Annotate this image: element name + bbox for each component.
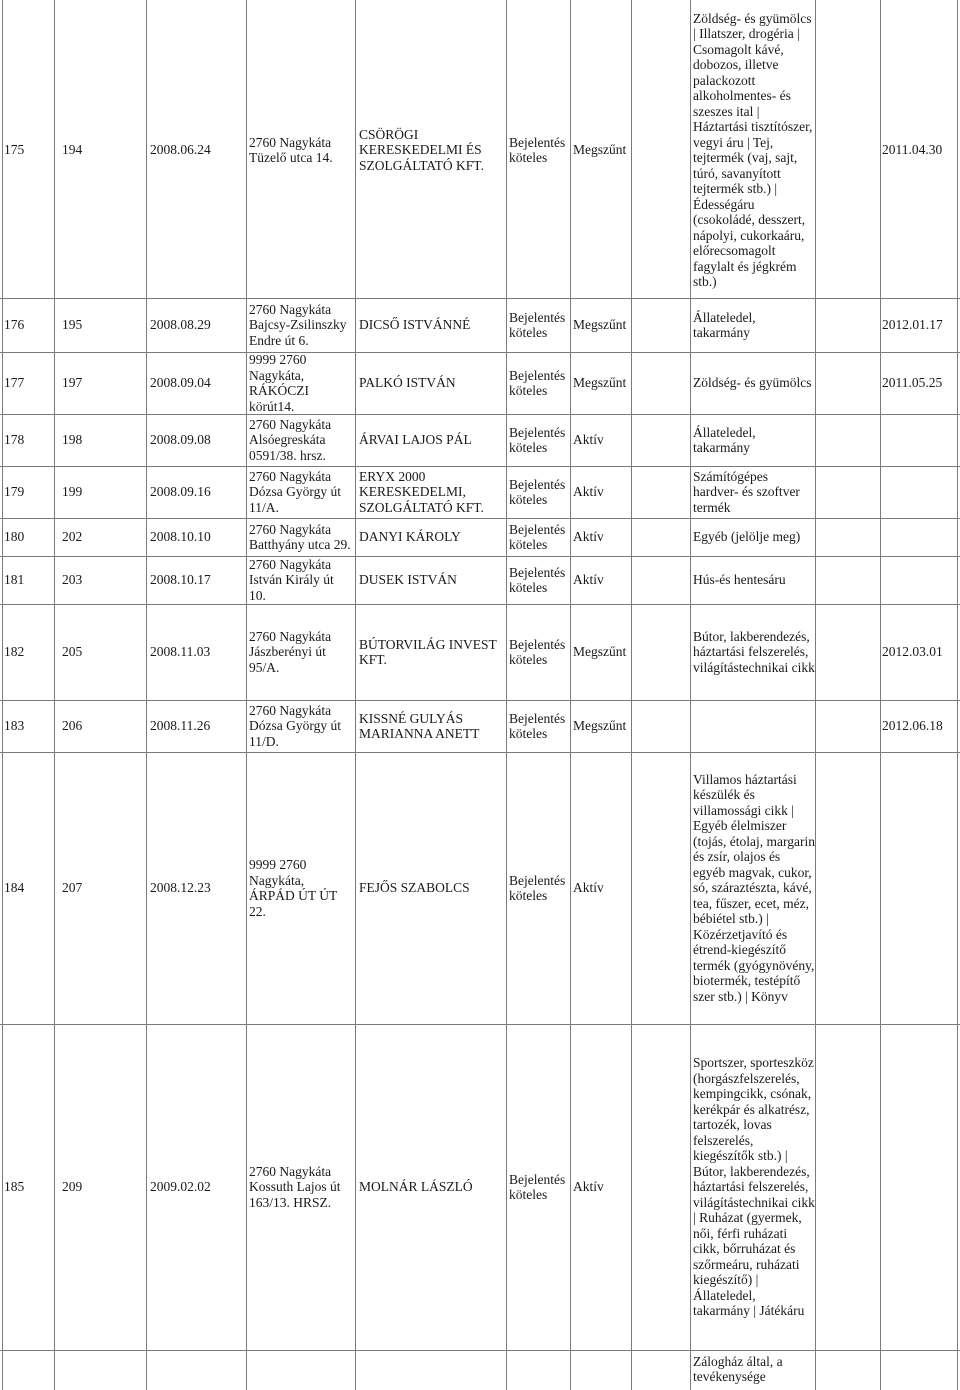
operator-name: FEJŐS SZABOLCS bbox=[359, 880, 470, 896]
address: 2760 Nagykáta Jászberényi út 95/A. bbox=[249, 628, 332, 675]
status: Megszűnt bbox=[573, 644, 627, 660]
row-number: 177 bbox=[4, 375, 25, 391]
obligation: Bejelentés köteles bbox=[509, 1171, 566, 1202]
registration-date: 2008.10.10 bbox=[150, 529, 211, 545]
product-categories: Zálogház által, a tevékenysége bbox=[693, 1353, 783, 1384]
registry-id: 199 bbox=[62, 484, 83, 500]
end-date bbox=[882, 752, 958, 1024]
operator-name: BÚTORVILÁG INVEST KFT. bbox=[359, 636, 497, 667]
row-number: 183 bbox=[4, 718, 25, 734]
end-date bbox=[882, 1024, 958, 1350]
status: Aktív bbox=[573, 484, 604, 500]
obligation: Bejelentés köteles bbox=[509, 636, 566, 667]
address: 2760 Nagykáta Alsóegreskáta 0591/38. hrsz. bbox=[249, 416, 332, 463]
end-date bbox=[882, 556, 958, 604]
operator-name: PALKÓ ISTVÁN bbox=[359, 375, 456, 391]
operator-name: KISSNÉ GULYÁS MARIANNA ANETT bbox=[359, 710, 480, 741]
registration-date: 2008.08.29 bbox=[150, 317, 211, 333]
end-date: 2011.04.30 bbox=[882, 142, 943, 158]
product-categories bbox=[693, 700, 815, 752]
product-categories: Egyéb (jelölje meg) bbox=[693, 529, 801, 545]
registration-date: 2009.02.02 bbox=[150, 1179, 211, 1195]
row-number: 181 bbox=[4, 572, 25, 588]
status: Megszűnt bbox=[573, 375, 627, 391]
product-categories: Villamos háztartási készülék és villamossági cikk | Egyéb élelmiszer (tojás, étolaj, margarin és zsír, olajos és egyéb magvak, cukor, só, száraztészta, kávé, tea, fűszer, ecet, méz, bébiétel stb.) | Közérzetjavító és étrend-kiegészítő termék (gyógynövény, biotermék, testépítő szer stb.) | Könyv bbox=[693, 771, 815, 1004]
end-date bbox=[882, 466, 958, 518]
column-divider bbox=[146, 0, 147, 1390]
end-date: 2012.03.01 bbox=[882, 644, 943, 660]
obligation: Bejelentés köteles bbox=[509, 134, 566, 165]
registry-id: 198 bbox=[62, 432, 83, 448]
product-categories: Sportszer, sporteszköz (horgászfelszerelés, kempingcikk, csónak, kerékpár és alkatrész, tartozék, lovas felszerelés, kiegészítők stb.) | Bútor, lakberendezés, háztartási felszerelés, világítástechnikai cikk | Ruházat (gyermek, női, férfi ruházati cikk, bőrruházat és szőrmeáru, ruházati kiegészítő) | Állateledel, takarmány | Játékáru bbox=[693, 1055, 815, 1319]
operator-name: DANYI KÁROLY bbox=[359, 529, 461, 545]
registration-date: 2008.11.03 bbox=[150, 644, 211, 660]
row-number: 175 bbox=[4, 142, 25, 158]
status: Aktív bbox=[573, 432, 604, 448]
row-number: 184 bbox=[4, 880, 25, 896]
obligation: Bejelentés köteles bbox=[509, 424, 566, 455]
registry-id: 209 bbox=[62, 1179, 83, 1195]
column-divider bbox=[355, 0, 356, 1390]
row-number: 180 bbox=[4, 529, 25, 545]
address: 2760 Nagykáta Bajcsy-Zsilinszky Endre út 6. bbox=[249, 301, 347, 348]
registration-date: 2008.10.17 bbox=[150, 572, 211, 588]
obligation: Bejelentés köteles bbox=[509, 476, 566, 507]
operator-name: ÁRVAI LAJOS PÁL bbox=[359, 432, 472, 448]
end-date: 2012.06.18 bbox=[882, 718, 943, 734]
row-number: 185 bbox=[4, 1179, 25, 1195]
product-categories: Állateledel, takarmány bbox=[693, 309, 756, 340]
registration-date: 2008.09.08 bbox=[150, 432, 211, 448]
obligation: Bejelentés köteles bbox=[509, 710, 566, 741]
obligation: Bejelentés köteles bbox=[509, 309, 566, 340]
operator-name: CSÖRÖGI KERESKEDELMI ÉS SZOLGÁLTATÓ KFT. bbox=[359, 126, 484, 173]
row-number: 182 bbox=[4, 644, 25, 660]
end-date bbox=[882, 518, 958, 556]
obligation: Bejelentés köteles bbox=[509, 367, 566, 398]
registration-date: 2008.09.16 bbox=[150, 484, 211, 500]
end-date: 2012.01.17 bbox=[882, 317, 943, 333]
address: 2760 Nagykáta Kossuth Lajos út 163/13. HRSZ. bbox=[249, 1163, 341, 1210]
registry-id: 202 bbox=[62, 529, 83, 545]
status: Aktív bbox=[573, 529, 604, 545]
obligation: Bejelentés köteles bbox=[509, 872, 566, 903]
registry-id: 194 bbox=[62, 142, 83, 158]
status: Megszűnt bbox=[573, 718, 627, 734]
row-number: 178 bbox=[4, 432, 25, 448]
obligation: Bejelentés köteles bbox=[509, 564, 566, 595]
address: 2760 Nagykáta Tüzelő utca 14. bbox=[249, 134, 333, 165]
address: 2760 Nagykáta István Király út 10. bbox=[249, 556, 334, 603]
column-divider bbox=[815, 0, 816, 1390]
end-date bbox=[882, 414, 958, 466]
end-date: 2011.05.25 bbox=[882, 375, 943, 391]
status: Aktív bbox=[573, 880, 604, 896]
obligation: Bejelentés köteles bbox=[509, 521, 566, 552]
row-number: 179 bbox=[4, 484, 25, 500]
registry-id: 195 bbox=[62, 317, 83, 333]
product-categories: Hús-és hentesáru bbox=[693, 572, 786, 588]
registry-id: 197 bbox=[62, 375, 83, 391]
operator-name: DICSŐ ISTVÁNNÉ bbox=[359, 317, 471, 333]
registry-id: 203 bbox=[62, 572, 83, 588]
status: Megszűnt bbox=[573, 317, 627, 333]
operator-name: DUSEK ISTVÁN bbox=[359, 572, 457, 588]
registration-date: 2008.09.04 bbox=[150, 375, 211, 391]
product-categories: Zöldség- és gyümölcs bbox=[693, 375, 812, 391]
registry-id: 206 bbox=[62, 718, 83, 734]
registration-date: 2008.12.23 bbox=[150, 880, 211, 896]
address: 9999 2760 Nagykáta, ÁRPÁD ÚT ÚT 22. bbox=[249, 857, 338, 919]
registry-id: 205 bbox=[62, 644, 83, 660]
product-categories: Számítógépes hardver- és szoftver termék bbox=[693, 468, 800, 515]
registration-date: 2008.11.26 bbox=[150, 718, 211, 734]
column-divider bbox=[2, 0, 3, 1390]
address: 2760 Nagykáta Dózsa György út 11/A. bbox=[249, 468, 341, 515]
address: 2760 Nagykáta Dózsa György út 11/D. bbox=[249, 702, 341, 749]
status: Aktív bbox=[573, 572, 604, 588]
row-divider bbox=[0, 1350, 960, 1351]
column-divider bbox=[246, 0, 247, 1390]
operator-name: ERYX 2000 KERESKEDELMI, SZOLGÁLTATÓ KFT. bbox=[359, 468, 484, 515]
registration-date: 2008.06.24 bbox=[150, 142, 211, 158]
product-categories: Zöldség- és gyümölcs | Illatszer, drogéria | Csomagolt kávé, dobozos, illetve palackozott alkoholmentes- és szeszes ital | Háztartási tisztítószer, vegyi áru | Tej, tejtermék (vaj, sajt, túró, savanyított tejtermék stb.) | Édességáru (csokoládé, desszert, nápolyi, cukorkaáru, előrecsomagolt fagylalt és jégkrém stb.) bbox=[693, 10, 813, 289]
product-categories: Állateledel, takarmány bbox=[693, 424, 756, 455]
row-number: 176 bbox=[4, 317, 25, 333]
product-categories: Bútor, lakberendezés, háztartási felszerelés, világítástechnikai cikk bbox=[693, 628, 815, 675]
column-divider bbox=[690, 0, 691, 1390]
address: 2760 Nagykáta Batthyány utca 29. bbox=[249, 521, 351, 552]
status: Aktív bbox=[573, 1179, 604, 1195]
registry-id: 207 bbox=[62, 880, 83, 896]
status: Megszűnt bbox=[573, 142, 627, 158]
operator-name: MOLNÁR LÁSZLÓ bbox=[359, 1179, 473, 1195]
column-divider bbox=[880, 0, 881, 1390]
address: 9999 2760 Nagykáta, RÁKÓCZI körút14. bbox=[249, 352, 309, 414]
